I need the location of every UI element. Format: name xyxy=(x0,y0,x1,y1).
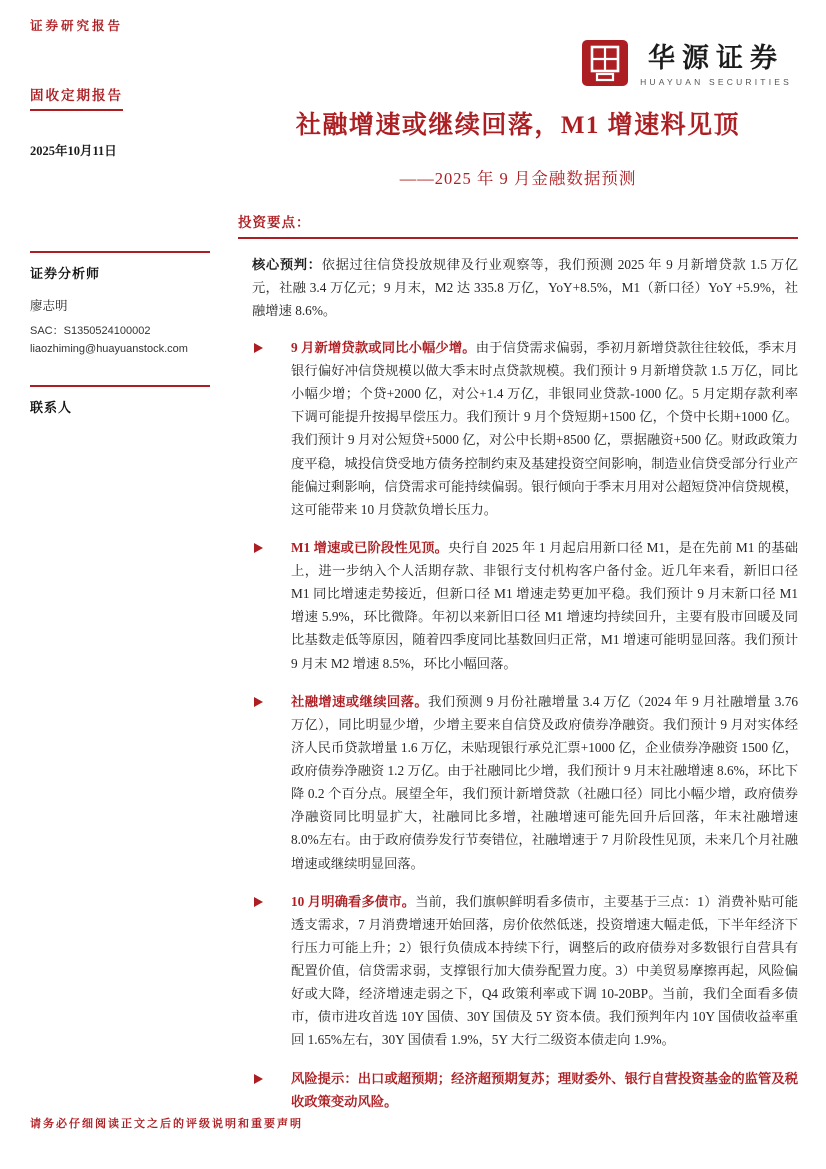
key-points-label: 投资要点： xyxy=(238,214,311,230)
bullet-text: 由于信贷需求偏弱，季初月新增贷款往往较低，季末月银行偏好冲信贷规模以做大季末时点贷款规模。我们预计 9 月新增贷款 1.5 万亿，同比小幅少增；个贷+2000 亿，对公+1.4 万亿，非银同业贷款-1000 亿。5 月定期存款利率下调可能提升按揭早偿压力。我们预计 9 月个贷短期+1500 亿，个贷中长期+1000 亿。我们预计 9 月对公短贷+5000 亿，对公中长期+8500 亿，票据融资+500 亿。财政政策力度平稳，城投信贷受地方债务控制约束及基建投资空间影响，制造业信贷受部分行业产能偏过剩影响，信贷需求可能持续偏弱。银行倾向于季末月用对公超短贷冲信贷规模，这可能带来 10 月贷款负增长压力。 xyxy=(291,339,799,517)
bullet-body xyxy=(291,690,798,875)
risk-warning-item xyxy=(254,1067,798,1113)
analyst-email[interactable]: liaozhiming@huayuanstock.com xyxy=(30,343,188,355)
contact-section-rule xyxy=(30,385,210,387)
analyst-name: 廖志明 xyxy=(30,299,68,313)
brand-name-en: HUAYUAN SECURITIES xyxy=(640,77,792,88)
bullet-lead: 社融增速或继续回落。 xyxy=(291,693,429,709)
huayuan-seal-icon xyxy=(582,40,628,91)
report-subtitle: ——2025 年 9 月金融数据预测 xyxy=(399,168,637,188)
core-forecast-text: 依据过往信贷投放规律及行业观察等，我们预测 2025 年 9 月新增贷款 1.5 万亿元，社融 3.4 万亿元；9 月末，M2 达 335.8 万亿，YoY+8.5%，M1（新口径）YoY +5.9%，社融增速 8.6%。 xyxy=(252,256,799,318)
analyst-section-title: 证券分析师 xyxy=(30,266,101,281)
risk-warning-text: 出口或超预期；经济超预期复苏；理财委外、银行自营投资基金的监管及税收政策变动风险。 xyxy=(291,1070,799,1109)
analyst-section-rule xyxy=(30,251,210,253)
risk-warning-body xyxy=(291,1067,798,1113)
report-type-label: 证券研究报告 xyxy=(30,19,124,33)
bullet-arrow-icon xyxy=(254,1074,273,1084)
sidebar xyxy=(30,84,210,416)
list-item xyxy=(254,890,798,1052)
list-item xyxy=(254,336,798,521)
list-item xyxy=(254,690,798,875)
bullet-text: 央行自 2025 年 1 月起启用新口径 M1，是在先前 M1 的基础上，进一步纳入个人活期存款、非银行支付机构客户备付金。近几年来看，新旧口径 M1 同比增速走势接近，但新口径 M1 增速走势更加平稳。我们预计 9 月末新口径 M1 增速 5.9%，环比微降。年初以来新旧口径 M1 增速均持续回升，主要有股市回暖及同比基数走低等原因，随着四季度同比基数回归正常，M1 增速可能明显回落。我们预计 9 月末 M2 增速 8.5%，环比小幅回落。 xyxy=(291,539,798,671)
contact-section-title: 联系人 xyxy=(30,400,73,415)
analyst-sac-number: SAC：S1350524100002 xyxy=(30,325,151,337)
core-forecast-paragraph xyxy=(238,253,798,322)
key-points-list xyxy=(238,336,798,1113)
bullet-text: 我们预测 9 月份社融增量 3.4 万亿（2024 年 9 月社融增量 3.76 万亿），同比明显少增，少增主要来自信贷及政府债券净融资。我们预计 9 月对实体经济人民币贷款增量 1.6 万亿，未贴现银行承兑汇票+1000 亿，企业债券净融资 1500 亿，政府债券净融资 1.2 万亿。由于社融同比少增，我们预计 9 月末社融增速 8.6%，环比下降 0.2 个百分点。展望全年，我们预计新增贷款（社融口径）同比小幅少增，政府债券净融资同比明显扩大，社融同比多增，社融增速可能先回升后回落，年末社融增速 8.0%左右。由于政府债券发行节奏错位，社融增速于 7 月阶段性见顶，未来几个月社融增速或继续明显回落。 xyxy=(291,693,799,871)
footer-disclaimer: 请务必仔细阅读正文之后的评级说明和重要声明 xyxy=(30,1118,303,1130)
bullet-lead: M1 增速或已阶段性见顶。 xyxy=(291,539,449,555)
bullet-lead: 9 月新增贷款或同比小幅少增。 xyxy=(291,339,476,355)
core-forecast-lead: 核心预判： xyxy=(252,256,322,272)
bullet-body xyxy=(291,336,798,521)
report-category-label: 固收定期报告 xyxy=(30,84,123,111)
list-item xyxy=(254,536,798,675)
main-content xyxy=(238,110,798,1128)
bullet-arrow-icon xyxy=(254,543,273,553)
bullet-arrow-icon xyxy=(254,343,273,353)
brand-logo xyxy=(582,40,792,91)
bullet-arrow-icon xyxy=(254,897,273,907)
bullet-lead: 10 月明确看多债市。 xyxy=(291,893,416,909)
bullet-arrow-icon xyxy=(254,697,273,707)
report-date: 2025年10月11日 xyxy=(30,144,117,158)
bullet-body xyxy=(291,890,798,1052)
risk-warning-lead: 风险提示： xyxy=(291,1070,358,1086)
bullet-body xyxy=(291,536,798,675)
brand-name-cn: 华源证券 xyxy=(648,42,785,73)
key-points-rule xyxy=(238,237,798,239)
report-title: 社融增速或继续回落，M1 增速料见顶 xyxy=(295,112,741,139)
bullet-text: 当前，我们旗帜鲜明看多债市，主要基于三点：1）消费补贴可能透支需求，7 月消费增速开始回落，房价依然低迷，投资增速大幅走低，下半年经济下行压力可能上升；2）银行负债成本持续下行，调整后的政府债券对多数银行自营具有配置价值，信贷需求弱，支撑银行加大债券配置力度。3）中美贸易摩擦再起，风险偏好或大降，经济增速走弱之下，Q4 政策利率或下调 10-20BP。当前，我们全面看多债市，债市进攻首选 10Y 国债、30Y 国债及 5Y 资本债。我们预判年内 10Y 国债收益率重回 1.65%左右，30Y 国债看 1.9%，5Y 大行二级资本债走向 1.9%。 xyxy=(291,893,799,1048)
